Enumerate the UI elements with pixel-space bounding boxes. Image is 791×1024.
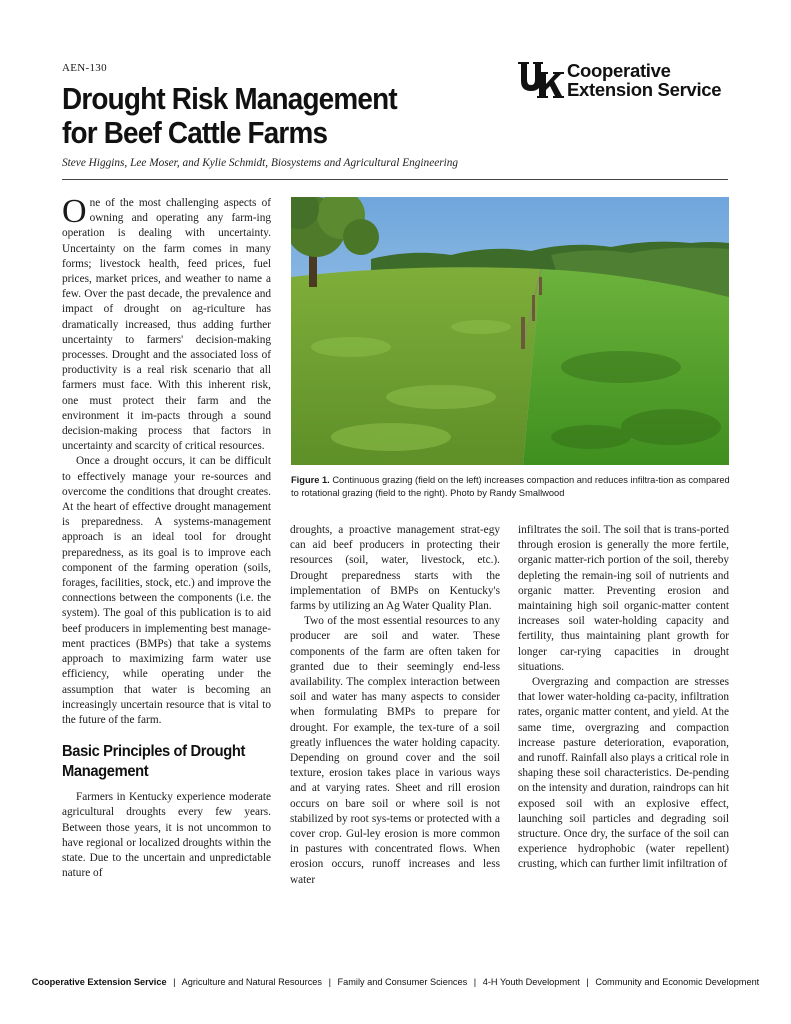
footer-separator: | — [173, 977, 176, 987]
footer-item: 4-H Youth Development — [482, 977, 580, 987]
footer-separator: | — [586, 977, 589, 987]
document-number: AEN-130 — [62, 62, 107, 74]
author-line: Steve Higgins, Lee Moser, and Kylie Schmidt, Biosystems and Agricultural Engineering — [62, 157, 459, 169]
title-line-2: for Beef Cattle Farms — [62, 115, 328, 150]
title-line-1: Drought Risk Management — [62, 81, 397, 116]
figure-label: Figure 1. — [291, 475, 330, 485]
uk-logo-icon — [517, 60, 565, 100]
figure-photo — [291, 197, 729, 465]
body-paragraph: Two of the most essential resources to any producer are soil and water. These components of the farm are often taken for granted due to their seemingly end-less availability. The complex interaction between soil and water has many aspects to consider when formulating BMPs to prepare for drought. For example, the tex-ture of a soil greatly influences the water holding capacity. Depending on ground cover and the soil texture, erosion takes place in various ways and at varying rates. Sheet and rill erosion occurs on bare soil or where soil is not stabilized by root sys-tems or protected with a cover crop. Gul-ley erosion is more common in pastures with concentrated flows. When erosion occurs, runoff increases and less water — [290, 615, 500, 886]
extension-logo-text — [567, 61, 721, 99]
footer-separator: | — [328, 977, 331, 987]
body-column-1 — [62, 193, 271, 881]
body-column-3 — [518, 523, 729, 873]
body-paragraph: Farmers in Kentucky experience moderate agricultural droughts every few years. Between those years, it is not uncommon to have regional or localized droughts within the state. Due to the uncertain and unpredictable nature of — [62, 791, 271, 880]
section-heading: Basic Principles of Drought Management — [62, 743, 246, 781]
footer-item: Family and Consumer Sciences — [337, 977, 468, 987]
logo-line-1: Cooperative — [567, 60, 671, 81]
intro-text: ne of the most challenging aspects of owning and operating any farm-ing operation is dealing with uncertainty. Uncertainty on the farm comes in many forms; livestock health, feed prices, fuel prices, market prices, and weather to name a few. Over the past decade, the prevalence and impact of drought on ag-riculture has dramatically increased, thus adding further uncertainty to farmers' decision-making processes. Drought and the associated loss of productivity is a real risk scenario that all farmers must face. With this inherent risk, one must protect their farm and the environment it im-pacts through a sound decision-making process that factors in uncertainty and scarcity of critical resources. — [62, 197, 271, 453]
body-paragraph: Once a drought occurs, it can be difficult to effectively manage your re-sources and overcome the conditions that drought creates. At the heart of effective drought management is preparedness. A systems-management approach is an ideal tool for drought preparedness, as its goal is to improve each component of the farming operation (soils, forages, facilities, stock, etc.) and improve the connections between the components (i.e. the system). The goal of this publication is to aid beef producers in implementing best manage-ment practices (BMPs) that take a systems approach to maximizing farm water use efficiency, while operating under the assumption that water is becoming an increasingly uncertain resource that is vital to the future of the farm. — [62, 455, 271, 726]
header-divider — [62, 179, 728, 180]
body-column-2 — [290, 523, 500, 888]
footer-item: Community and Economic Development — [595, 977, 760, 987]
drop-cap: O — [62, 193, 87, 230]
page-footer — [0, 977, 791, 987]
body-paragraph: Overgrazing and compaction are stresses that lower water-holding ca-pacity, infiltration rates, organic matter content, and yield. At the same time, overgrazing and compaction increase pasture deterioration, evaporation, and runoff. Rainfall also plays a critical role in shaping these soil characteristics. De-pending on the intensity and duration, raindrops can hit exposed soil with an explosive effect, launching soil particles and degrading soil structure. Once dry, the surface of the soil can experience hydrophobic (water repellent) crusting, which can further limit infiltration of — [518, 676, 729, 871]
figure-caption — [291, 474, 731, 500]
intro-paragraph — [62, 193, 271, 454]
footer-item: Agriculture and Natural Resources — [181, 977, 323, 987]
extension-logo — [517, 60, 737, 102]
footer-brand: Cooperative Extension Service — [31, 977, 167, 987]
logo-line-2: Extension Service — [567, 79, 722, 100]
figure-caption-text: Continuous grazing (field on the left) increases compaction and reduces infiltra-tion as compared to rotational grazing (field to the right). Photo by Randy Smallwood — [291, 475, 730, 498]
page-title — [62, 82, 440, 150]
body-paragraph: infiltrates the soil. The soil that is trans-ported through erosion is generally the more fertile, organic matter-rich portion of the soil, thereby depleting the remain-ing soil of nutrients and organic matter. Preventing erosion and maintaining high soil organic-matter content increases soil water-holding capacity and fertility, thus maintaining plant growth for longer car-rying capacities in drought situations. — [518, 524, 729, 673]
footer-separator: | — [473, 977, 477, 987]
body-paragraph: droughts, a proactive management strat-egy can aid beef producers in protecting their resources (soil, water, livestock, etc.). Drought preparedness starts with the implementation of BMPs on Kentucky's farms by utilizing an Ag Water Quality Plan. — [290, 524, 500, 613]
grazing-field-photo — [291, 197, 729, 465]
